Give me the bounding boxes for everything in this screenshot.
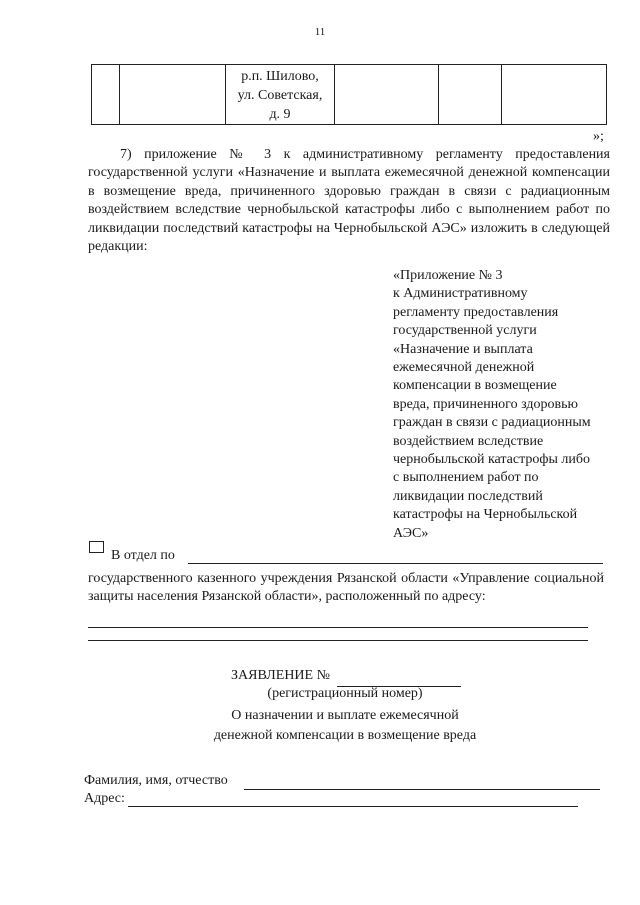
page-number: 11: [314, 26, 326, 38]
appendix-line: «Назначение и выплата: [393, 341, 533, 357]
address-line-2: ул. Советская,: [237, 88, 323, 103]
appendix-line: к Административному: [393, 286, 528, 302]
appendix-line: государственной услуги: [393, 323, 537, 339]
appendix-line: чернобыльской катастрофы либо: [393, 452, 590, 468]
table-fragment: [91, 64, 607, 125]
appendix-line: вреда, причиненного здоровью: [393, 396, 578, 412]
appendix-header: [393, 267, 623, 543]
closing-quote: »;: [593, 129, 604, 144]
appendix-line: «Приложение № 3: [393, 268, 503, 283]
table-row: [92, 65, 607, 125]
appendix-line: АЭС»: [393, 525, 429, 541]
appendix-line: ежемесячной денежной: [393, 360, 535, 376]
address-line-3: д. 9: [269, 107, 291, 122]
address-field-line-1[interactable]: [88, 627, 588, 628]
table-cell: [439, 65, 502, 125]
table-cell: [92, 65, 120, 125]
checkbox-baseline: [89, 552, 104, 553]
paragraph-7: 7) приложение № 3 к административному регламенту предоставления государственной услуги «Назначение и выплата ежемесячной денежной компенсации в возмещение вреда, причиненного здоровью граждан в связи с радиационным воздействием вследствие чернобыльской катастрофы либо с выполнением работ по ликвидации последствий катастрофы на Чернобыльской АЭС» изложить в следующей редакции:: [88, 147, 610, 255]
appendix-line: воздействием вследствие: [393, 433, 544, 449]
department-prefix: В отдел по: [111, 548, 175, 563]
full-name-label: Фамилия, имя, отчество: [84, 773, 228, 788]
appendix-line: граждан в связи с радиационным: [393, 415, 591, 431]
address-label: Адрес:: [84, 791, 125, 806]
application-subtitle-1: О назначении и выплате ежемесячной: [231, 708, 459, 723]
appendix-line: регламенту предоставления: [393, 304, 559, 320]
appendix-line: катастрофы на Чернобыльской: [393, 507, 578, 523]
table-cell-address: [226, 65, 335, 125]
table-cell: [335, 65, 439, 125]
appendix-line: компенсации в возмещение: [393, 378, 557, 394]
registration-number-caption: (регистрационный номер): [267, 686, 423, 701]
appendix-line: ликвидации последствий: [393, 488, 543, 504]
table-cell: [502, 65, 607, 125]
department-body: государственного казенного учреждения Рязанской области «Управление социальной защиты населения Рязанской области», расположенный по адресу:: [88, 571, 604, 605]
application-subtitle-2: денежной компенсации в возмещение вреда: [213, 728, 477, 743]
department-field[interactable]: [188, 563, 603, 564]
address-line-1: р.п. Шилово,: [241, 69, 319, 84]
appendix-line: с выполнением работ по: [393, 470, 539, 486]
address-field-line-2[interactable]: [88, 640, 588, 641]
full-name-field[interactable]: [244, 789, 600, 790]
table-cell: [120, 65, 226, 125]
address-field[interactable]: [128, 806, 578, 807]
application-title: ЗАЯВЛЕНИЕ №: [231, 668, 330, 683]
